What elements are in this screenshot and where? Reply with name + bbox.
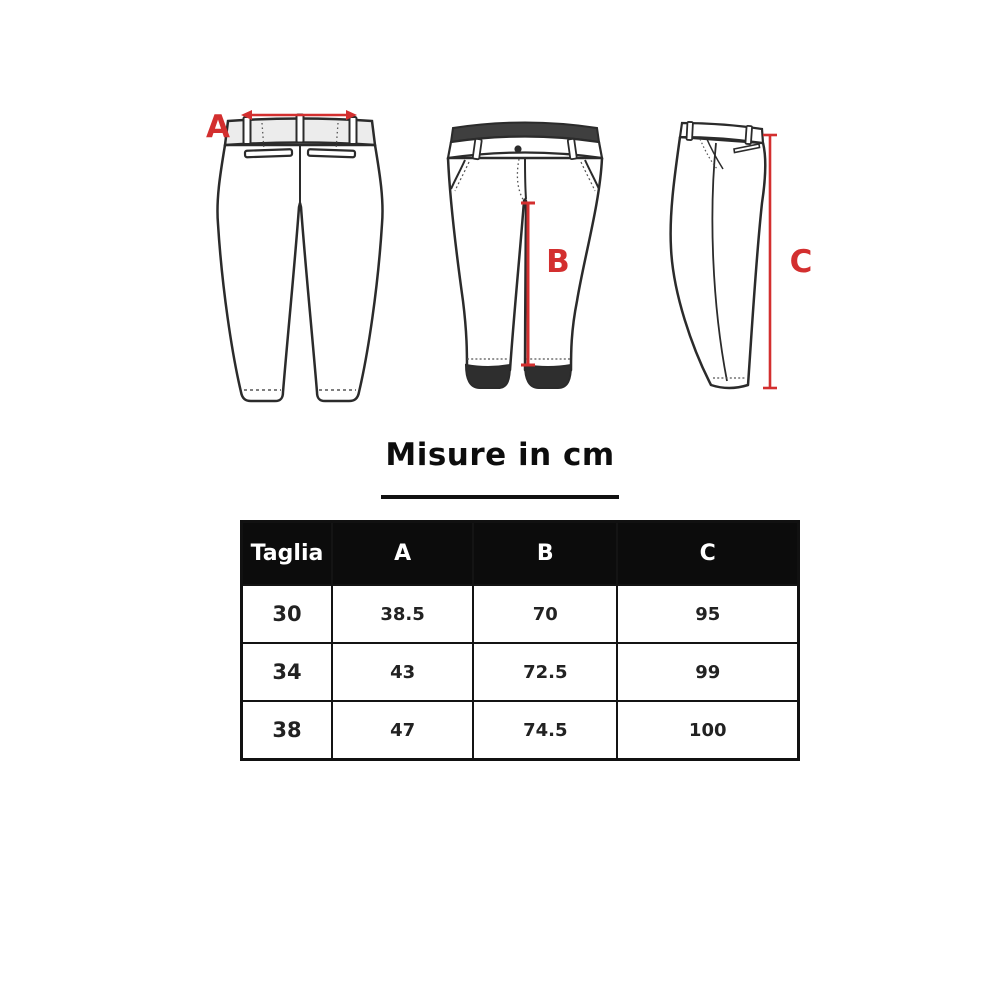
belt-loop: [350, 117, 357, 144]
waist-button: [514, 145, 521, 152]
title-underline: [381, 495, 619, 499]
cell-b: 70: [473, 585, 617, 643]
hem-opening: [525, 365, 571, 388]
cell-b: 72.5: [473, 643, 617, 701]
size-table: [240, 520, 800, 761]
cell-a: 43: [332, 643, 473, 701]
cell-size: 34: [242, 643, 333, 701]
cell-c: 95: [617, 585, 798, 643]
header-b: B: [473, 522, 617, 586]
hem-opening: [466, 365, 510, 388]
cell-c: 99: [617, 643, 798, 701]
belt-loop: [244, 117, 251, 144]
table-row: [242, 585, 799, 643]
pants-back-view-illustration: [200, 80, 400, 420]
back-pocket: [308, 149, 355, 157]
header-c: C: [617, 522, 798, 586]
belt-loop: [687, 122, 693, 140]
header-a: A: [332, 522, 473, 586]
front-center-seam: [525, 158, 526, 199]
size-chart-title: Misure in cm: [385, 437, 615, 473]
header-taglia: Taglia: [242, 522, 333, 586]
measure-label-c: C: [789, 244, 813, 280]
belt-loop: [745, 126, 752, 144]
measure-label-b: B: [546, 244, 570, 280]
belt-loop: [297, 115, 304, 143]
table-header-row: [242, 522, 799, 586]
cell-b: 74.5: [473, 701, 617, 760]
pants-front-view-illustration: [440, 103, 610, 403]
measure-label-a: A: [206, 109, 230, 145]
cell-size: 38: [242, 701, 333, 760]
cell-a: 38.5: [332, 585, 473, 643]
cell-c: 100: [617, 701, 798, 760]
table-row: [242, 701, 799, 760]
pants-side-outline: [671, 137, 766, 388]
back-pocket: [245, 149, 292, 157]
cell-size: 30: [242, 585, 333, 643]
front-waistband: [448, 137, 602, 159]
cell-a: 47: [332, 701, 473, 760]
table-row: [242, 643, 799, 701]
pants-side-view-illustration: [660, 103, 820, 403]
